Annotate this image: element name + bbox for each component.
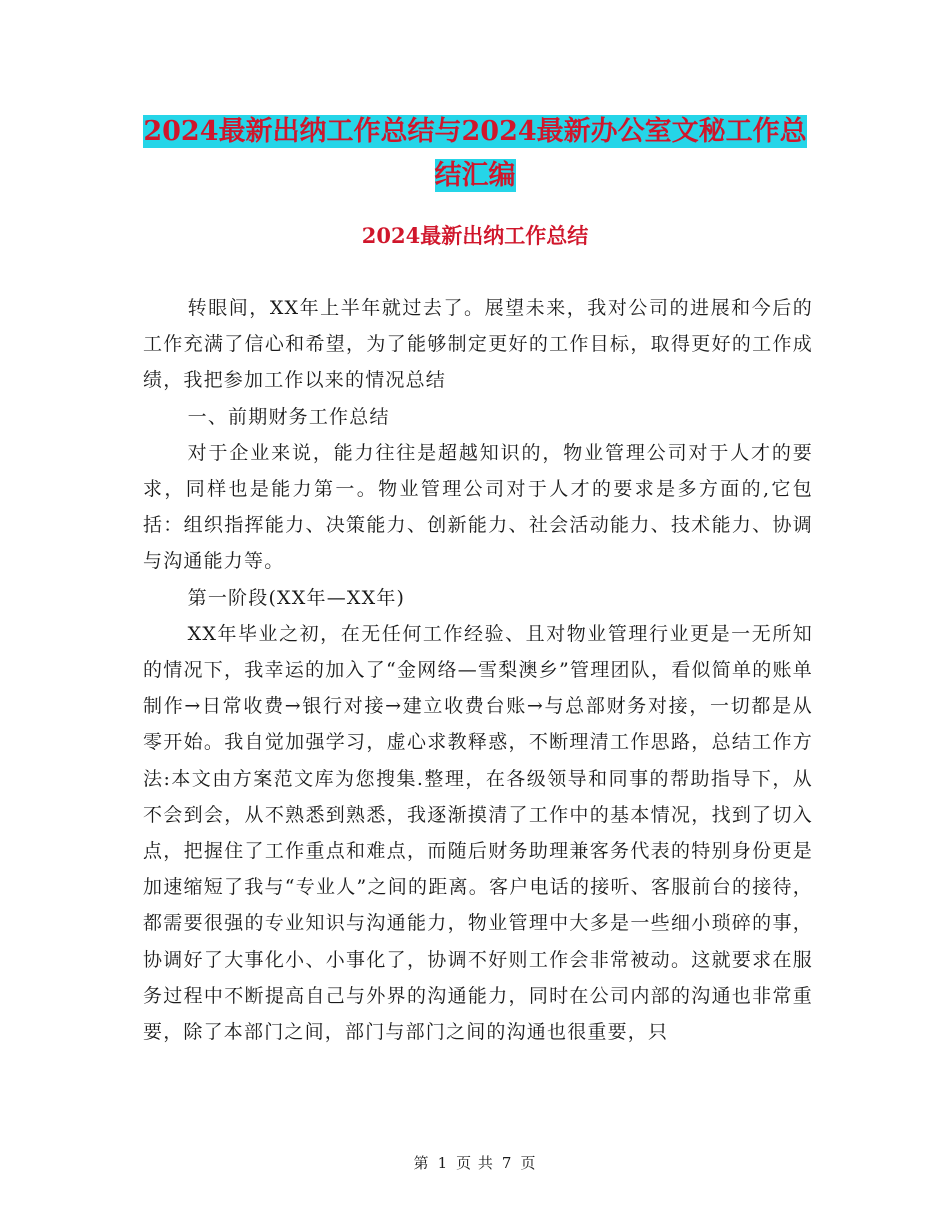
- footer-suffix: 页: [520, 1154, 537, 1172]
- paragraph-stage-heading: 第一阶段(XX年—XX年): [187, 586, 406, 609]
- page-footer: [0, 1152, 950, 1173]
- paragraph-ability: 对于企业来说，能力往往是超越知识的，物业管理公司对于人才的要求，同样也是能力第一。物业管理公司对于人才的要求是多方面的,它包括：组织指挥能力、决策能力、创新能力、社会活动能力、技术能力、协调与沟通能力等。: [143, 441, 813, 573]
- footer-page-number: 1: [437, 1154, 449, 1172]
- section-title: 2024最新出纳工作总结: [361, 223, 589, 248]
- document-title-line-1: 2024最新出纳工作总结与2024最新办公室文秘工作总: [143, 116, 807, 147]
- footer-mid: 页 共: [456, 1154, 494, 1172]
- document-title-line-2: 结汇编: [434, 160, 516, 191]
- paragraph-heading-1: 一、前期财务工作总结: [187, 405, 390, 428]
- footer-page-total: 7: [501, 1154, 513, 1172]
- paragraph-stage-body: XX年毕业之初，在无任何工作经验、且对物业管理行业更是一无所知的情况下，我幸运的加入了“金网络—雪梨澳乡”管理团队，看似简单的账单制作→日常收费→银行对接→建立收费台账→与总部财务对接，一切都是从零开始。我自觉加强学习，虚心求教释惑，不断理清工作思路，总结工作方法:本文由方案范文库为您搜集.整理，在各级领导和同事的帮助指导下，从不会到会，从不熟悉到熟悉，我逐渐摸清了工作中的基本情况，找到了切入点，把握住了工作重点和难点，而随后财务助理兼客务代表的特别身份更是加速缩短了我与“专业人”之间的距离。客户电话的接听、客服前台的接待，都需要很强的专业知识与沟通能力，物业管理中大多是一些细小琐碎的事，协调好了大事化小、小事化了，协调不好则工作会非常被动。这就要求在服务过程中不断提高自己与外界的沟通能力，同时在公司内部的沟通也非常重要，除了本部门之间，部门与部门之间的沟通也很重要，只: [143, 622, 813, 1044]
- document-title: [140, 110, 810, 198]
- document-body: [143, 290, 813, 1050]
- footer-prefix: 第: [413, 1154, 430, 1172]
- paragraph-intro: 转眼间，XX年上半年就过去了。展望未来，我对公司的进展和今后的工作充满了信心和希望，为了能够制定更好的工作目标，取得更好的工作成绩，我把参加工作以来的情况总结: [143, 297, 813, 392]
